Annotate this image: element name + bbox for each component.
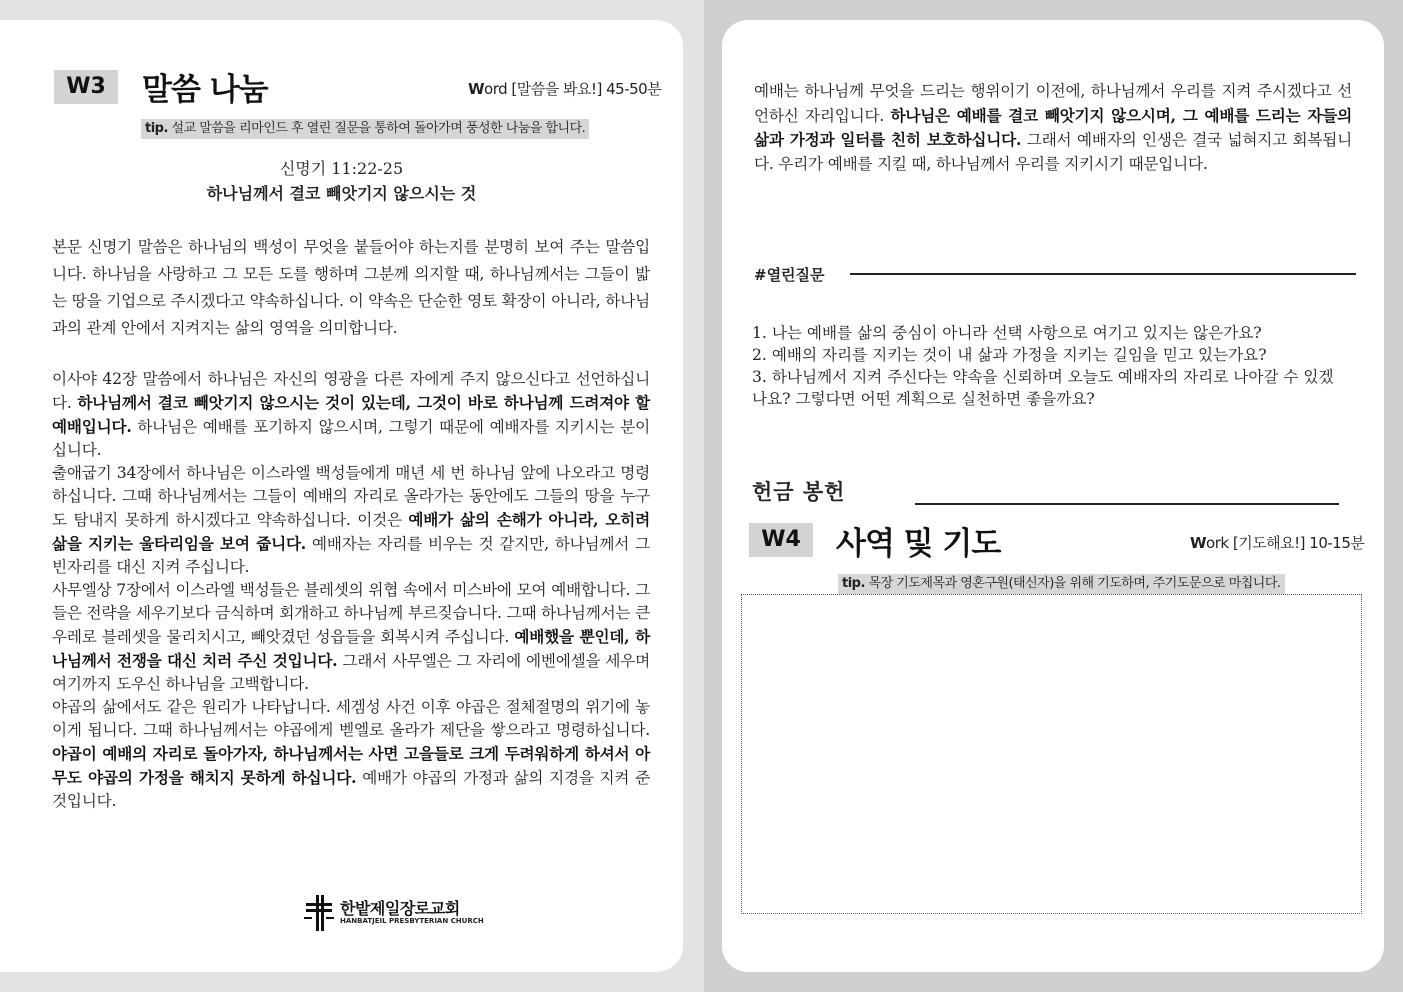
bold-text: 야곱이 예배의 자리로 돌아가자, 하나님께서는 사면 고을들로 크게 두려워하게 하셔서 아무도 야곱의 가정을 해치지 못하게 하십니다.: [52, 744, 650, 787]
tip-label: tip.: [842, 576, 865, 591]
sermon-paragraph-2: [52, 368, 650, 462]
subtitle-text: ork [기도해요!] 10-15분: [1206, 534, 1365, 552]
sermon-title: 하나님께서 결코 빼앗기지 않으시는 것: [206, 184, 477, 203]
section-title-ministry-prayer: 사역 및 기도: [836, 526, 1001, 562]
section-subtitle-word: [468, 78, 661, 99]
subtitle-initial: W: [468, 80, 485, 98]
text: 야곱의 삶에서도 같은 원리가 나타납니다. 세겜성 사건 이후 야곱은 절체절명의 위기에 놓이게 됩니다. 그때 하나님께서는 야곱에게 벧엘로 올라가 제단을 쌓으라고 명령하십니다.: [52, 698, 650, 739]
text: 예배는 하나님께 무엇을 드리는 행위이기 이전에, 하나님께서 우리를 지켜 주시겠다고 선언하신 자리입니다.: [754, 82, 1352, 125]
text: 하나님은 예배를 포기하지 않으시며, 그렇기 때문에 예배자를 지키시는 분이십니다.: [52, 418, 650, 459]
section-subtitle-work: [1190, 532, 1364, 553]
divider-line: [915, 503, 1339, 505]
question-item: 2. 예배의 자리를 지키는 것이 내 삶과 가정을 지키는 길임을 믿고 있는가요?: [752, 346, 1267, 364]
tip-text: 목장 기도제목과 영혼구원(태신자)을 위해 기도하며, 주기도문으로 마칩니다.: [864, 576, 1281, 591]
question-item: 3. 하나님께서 지켜 주신다는 약속을 신뢰하며 오늘도 예배자의 자리로 나아갈 수 있겠나요? 그렇다면 어떤 계획으로 실천하면 좋을까요?: [752, 368, 1334, 408]
sermon-body: [52, 368, 650, 813]
bold-text: 하나님께서 결코 빼앗기지 않으시는 것이 있는데, 그것이 바로 하나님께 드려져야 할 예배입니다.: [52, 393, 650, 436]
question-item: 1. 나는 예배를 삶의 중심이 아니라 선택 사항으로 여기고 있지는 않은가요?: [752, 324, 1262, 342]
sermon-conclusion: [754, 80, 1352, 176]
sermon-paragraph-3: [52, 462, 650, 579]
sermon-paragraph-1: [52, 234, 650, 342]
text: 이사야 42장 말씀에서 하나님은 자신의 영광을 다른 자에게 주지 않으신다고 선언하십니다.: [52, 370, 650, 412]
bold-text: 예배했을 뿐인데, 하나님께서 전쟁을 대신 치러 주신 것입니다.: [52, 627, 650, 670]
section-badge-w4: W4: [749, 523, 813, 557]
text: 그래서 예배자의 인생은 결국 넓혀지고 회복됩니다. 우리가 예배를 지킬 때, 하나님께서 우리를 지키시기 때문입니다.: [754, 131, 1352, 173]
bold-text: 예배가 삶의 손해가 아니라, 오히려 삶을 지키는 울타리임을 보여 줍니다.: [52, 510, 650, 553]
cross-logo-icon: [302, 893, 336, 933]
bold-text: 하나님은 예배를 결코 빼앗기지 않으시며, 그 예배를 드리는 자들의 삶과 가정과 일터를 친히 보호하십니다.: [754, 105, 1352, 149]
subtitle-text: ord [말씀을 봐요!] 45-50분: [484, 80, 662, 98]
section-title-word-sharing: 말씀 나눔: [142, 72, 268, 108]
church-name-english: HANBATJEIL PRESBYTERIAN CHURCH: [340, 917, 484, 925]
divider-line: [850, 273, 1356, 275]
text: 그래서 사무엘은 그 자리에 에벤에셀을 세우며 여기까지 도우신 하나님을 고백합니다.: [52, 652, 650, 693]
sermon-paragraph-5: [52, 696, 650, 813]
section-badge-w3: W3: [54, 70, 118, 104]
church-name: 한밭제일장로교회: [340, 899, 460, 918]
prayer-notes-area[interactable]: [741, 594, 1362, 914]
conclusion-paragraph: [754, 80, 1352, 176]
tip-text: 설교 말씀을 리마인드 후 열린 질문을 통하여 돌아가며 풍성한 나눔을 합니다.: [167, 121, 586, 136]
sermon-paragraph-4: [52, 579, 650, 696]
offering-heading: 헌금 봉헌: [752, 480, 846, 504]
question-list: [752, 322, 1334, 410]
paragraph-text: 본문 신명기 말씀은 하나님의 백성이 무엇을 붙들어야 하는지를 분명히 보여 주는 말씀입니다. 하나님을 사랑하고 그 모든 도를 행하며 그분께 의지할 때, 하나님께서는 그들이 밟는 땅을 기업으로 주시겠다고 약속하십니다. 이 약속은 단순한 영토 확장이 아니라, 하나님과의 관계 안에서 지켜지는 삶의 영역을 의미합니다.: [52, 238, 650, 337]
open-questions-heading: #열린질문: [754, 266, 825, 284]
church-logo: [302, 893, 484, 933]
subtitle-initial: W: [1190, 534, 1207, 552]
tip-label: tip.: [145, 121, 168, 136]
text: 예배가 야곱의 가정과 삶의 지경을 지켜 준 것입니다.: [52, 769, 650, 810]
tip-note-w3: [141, 119, 589, 139]
text: 출애굽기 34장에서 하나님은 이스라엘 백성들에게 매년 세 번 하나님 앞에 나오라고 명령하십니다. 그때 하나님께서는 그들이 예배의 자리로 올라가는 동안에도 그들의 땅을 누구도 탐내지 못하게 하시겠다고 약속하십니다. 이것은: [52, 464, 650, 529]
scripture-reference: 신명기 11:22-25: [279, 159, 404, 178]
tip-note-w4: [838, 574, 1285, 594]
text: 사무엘상 7장에서 이스라엘 백성들은 블레셋의 위협 속에서 미스바에 모여 예배합니다. 그들은 전략을 세우기보다 금식하며 회개하고 하나님께 부르짖습니다. 그때 하나님께서는 큰 우레로 블레셋을 물리치시고, 빼앗겼던 성읍들을 회복시켜 주십니다.: [52, 581, 650, 646]
text: 예배자는 자리를 비우는 것 같지만, 하나님께서 그 빈자리를 대신 지켜 주십니다.: [52, 535, 650, 576]
